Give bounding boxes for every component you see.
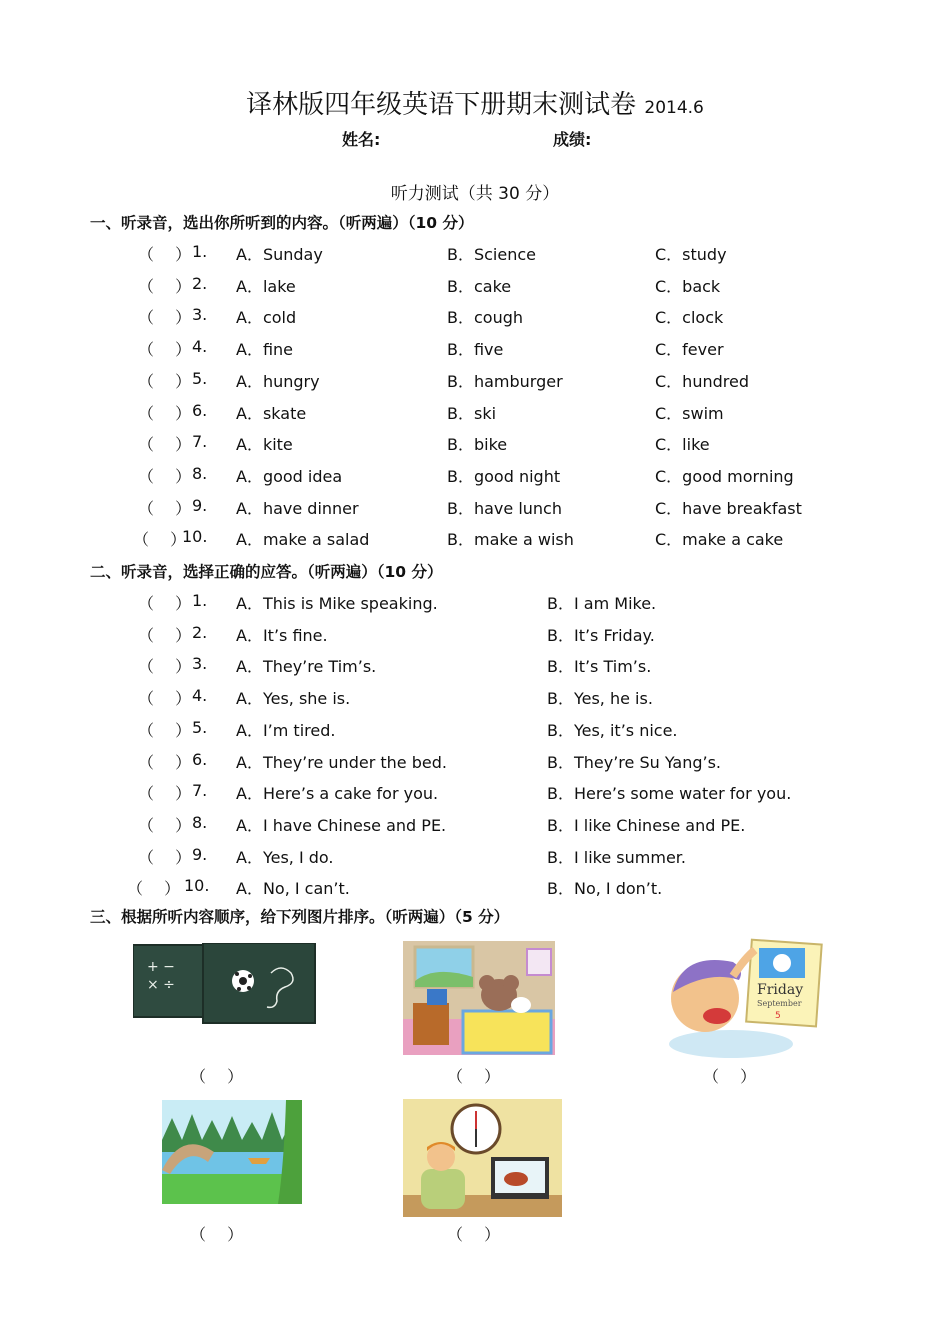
- option-c: C．like: [655, 435, 710, 455]
- question-number: 2.: [192, 273, 208, 293]
- question-number: 9.: [192, 844, 208, 864]
- option-a: A．This is Mike speaking.: [236, 594, 438, 613]
- option-a: A．Yes, I do.: [236, 847, 334, 867]
- answer-paren[interactable]: （ ）: [138, 371, 192, 391]
- option-a: A．Yes, she is.: [236, 689, 351, 709]
- question-number: 1.: [192, 591, 208, 610]
- answer-paren[interactable]: （ ）: [138, 498, 192, 518]
- part2-heading: 二、听录音，选择正确的应答。（听两遍）（10 分）: [90, 563, 443, 581]
- answer-paren[interactable]: （ ）: [138, 720, 192, 740]
- question-number: 7.: [192, 781, 208, 801]
- question-number: 5.: [192, 717, 208, 737]
- answer-paren[interactable]: （ ）: [138, 815, 192, 835]
- calendar-picture: [665, 936, 825, 1062]
- blackboard-picture: [133, 943, 317, 1025]
- option-a: A．kite: [236, 435, 293, 455]
- answer-paren[interactable]: （ ）: [138, 466, 192, 486]
- answer-paren[interactable]: （ ）: [138, 403, 192, 423]
- answer-paren[interactable]: （ ）: [138, 340, 192, 360]
- option-a: A．cold: [236, 308, 297, 328]
- option-c: C．clock: [655, 308, 724, 328]
- question-number: 4.: [192, 337, 208, 357]
- option-a: A．skate: [236, 403, 307, 423]
- option-b: B．Here’s some water for you.: [547, 784, 792, 804]
- part3-heading: 三、根据所听内容顺序，给下列图片排序。（听两遍）（5 分）: [90, 908, 510, 926]
- question-number: 3.: [192, 654, 208, 674]
- option-a: A．fine: [236, 340, 294, 360]
- title-text: 译林版四年级英语下册期末测试卷: [246, 90, 637, 120]
- calendar-month: September: [757, 999, 802, 1008]
- answer-paren[interactable]: （ ）: [138, 657, 192, 677]
- answer-paren[interactable]: （ ）: [138, 752, 192, 772]
- option-a: A．They’re Tim’s.: [236, 657, 377, 677]
- option-b: B．I am Mike.: [547, 594, 657, 613]
- option-a: A．It’s fine.: [236, 625, 328, 645]
- listening-heading: 听力测试（共 30 分）: [390, 184, 560, 204]
- option-b: B．make a wish: [447, 530, 574, 550]
- option-b: B．It’s Friday.: [547, 625, 655, 645]
- calendar-day: Friday: [757, 982, 804, 998]
- answer-paren[interactable]: （ ）: [138, 276, 192, 296]
- picture2-answer-paren[interactable]: （ ）: [447, 1067, 501, 1086]
- name-label: 姓名:: [342, 130, 381, 149]
- tv-picture: [403, 1099, 562, 1217]
- option-b: B．Science: [447, 245, 537, 264]
- question-number: 10.: [182, 527, 208, 547]
- answer-paren[interactable]: （ ）: [127, 879, 181, 899]
- option-c: C．fever: [655, 340, 724, 360]
- question-number: 10.: [184, 876, 210, 896]
- option-b: B．Yes, he is.: [547, 689, 653, 709]
- option-a: A．They’re under the bed.: [236, 752, 447, 772]
- question-number: 7.: [192, 432, 208, 452]
- option-b: B．ski: [447, 403, 497, 423]
- question-number: 9.: [192, 495, 208, 515]
- question-number: 8.: [192, 463, 208, 483]
- option-a: A．Here’s a cake for you.: [236, 784, 439, 804]
- option-b: B．It’s Tim’s.: [547, 657, 652, 677]
- option-a: A．No, I can’t.: [236, 879, 350, 899]
- option-a: A．make a salad: [236, 530, 370, 550]
- calendar-date: 5: [775, 1011, 781, 1021]
- answer-paren[interactable]: （ ）: [133, 530, 187, 550]
- option-b: B．cake: [447, 276, 512, 296]
- option-c: C．make a cake: [655, 530, 784, 550]
- question-number: 6.: [192, 400, 208, 420]
- option-a: A．good idea: [236, 466, 343, 486]
- option-b: B．hamburger: [447, 371, 563, 391]
- picture3-answer-paren[interactable]: （ ）: [703, 1067, 757, 1086]
- option-c: C．study: [655, 245, 727, 264]
- option-a: A．Sunday: [236, 245, 323, 264]
- answer-paren[interactable]: （ ）: [138, 847, 192, 867]
- question-number: 6.: [192, 749, 208, 769]
- park-picture: [162, 1100, 302, 1204]
- svg-text:× ÷: × ÷: [147, 977, 175, 993]
- title-year: 2014.6: [644, 98, 704, 118]
- question-number: 8.: [192, 812, 208, 832]
- answer-paren[interactable]: （ ）: [138, 784, 192, 804]
- option-c: C．have breakfast: [655, 498, 802, 518]
- option-a: A．I have Chinese and PE.: [236, 815, 447, 835]
- option-b: B．I like Chinese and PE.: [547, 815, 746, 835]
- option-b: B．have lunch: [447, 498, 562, 518]
- option-a: A．hungry: [236, 371, 320, 391]
- question-number: 5.: [192, 368, 208, 388]
- answer-paren[interactable]: （ ）: [138, 308, 192, 328]
- svg-text:+ −: + −: [147, 959, 175, 975]
- answer-paren[interactable]: （ ）: [138, 625, 192, 645]
- option-b: B．Yes, it’s nice.: [547, 720, 678, 740]
- question-number: 1.: [192, 242, 208, 261]
- answer-paren[interactable]: （ ）: [138, 435, 192, 455]
- option-b: B．They’re Su Yang’s.: [547, 752, 722, 772]
- option-b: B．good night: [447, 466, 561, 486]
- option-b: B．bike: [447, 435, 508, 455]
- question-number: 2.: [192, 622, 208, 642]
- option-c: C．swim: [655, 403, 724, 423]
- option-c: C．good morning: [655, 466, 794, 486]
- answer-paren[interactable]: （ ）: [138, 689, 192, 709]
- option-b: B．five: [447, 340, 504, 360]
- option-c: C．hundred: [655, 371, 749, 391]
- option-b: B．cough: [447, 308, 524, 328]
- option-a: A．I’m tired.: [236, 720, 336, 740]
- question-number: 4.: [192, 686, 208, 706]
- option-a: A．have dinner: [236, 498, 359, 518]
- part1-heading: 一、听录音，选出你所听到的内容。（听两遍）（10 分）: [90, 214, 474, 232]
- answer-paren[interactable]: （ ）: [138, 245, 192, 264]
- picture5-answer-paren[interactable]: （ ）: [447, 1225, 501, 1244]
- answer-paren[interactable]: （ ）: [138, 594, 192, 613]
- option-b: B．I like summer.: [547, 847, 686, 867]
- option-c: C．back: [655, 276, 721, 296]
- option-b: B．No, I don’t.: [547, 879, 663, 899]
- score-label: 成绩:: [553, 130, 592, 149]
- bedroom-picture: [403, 941, 555, 1055]
- option-a: A．lake: [236, 276, 296, 296]
- picture4-answer-paren[interactable]: （ ）: [190, 1225, 244, 1244]
- question-number: 3.: [192, 305, 208, 325]
- page-title: [0, 84, 950, 121]
- picture1-answer-paren[interactable]: （ ）: [190, 1067, 244, 1086]
